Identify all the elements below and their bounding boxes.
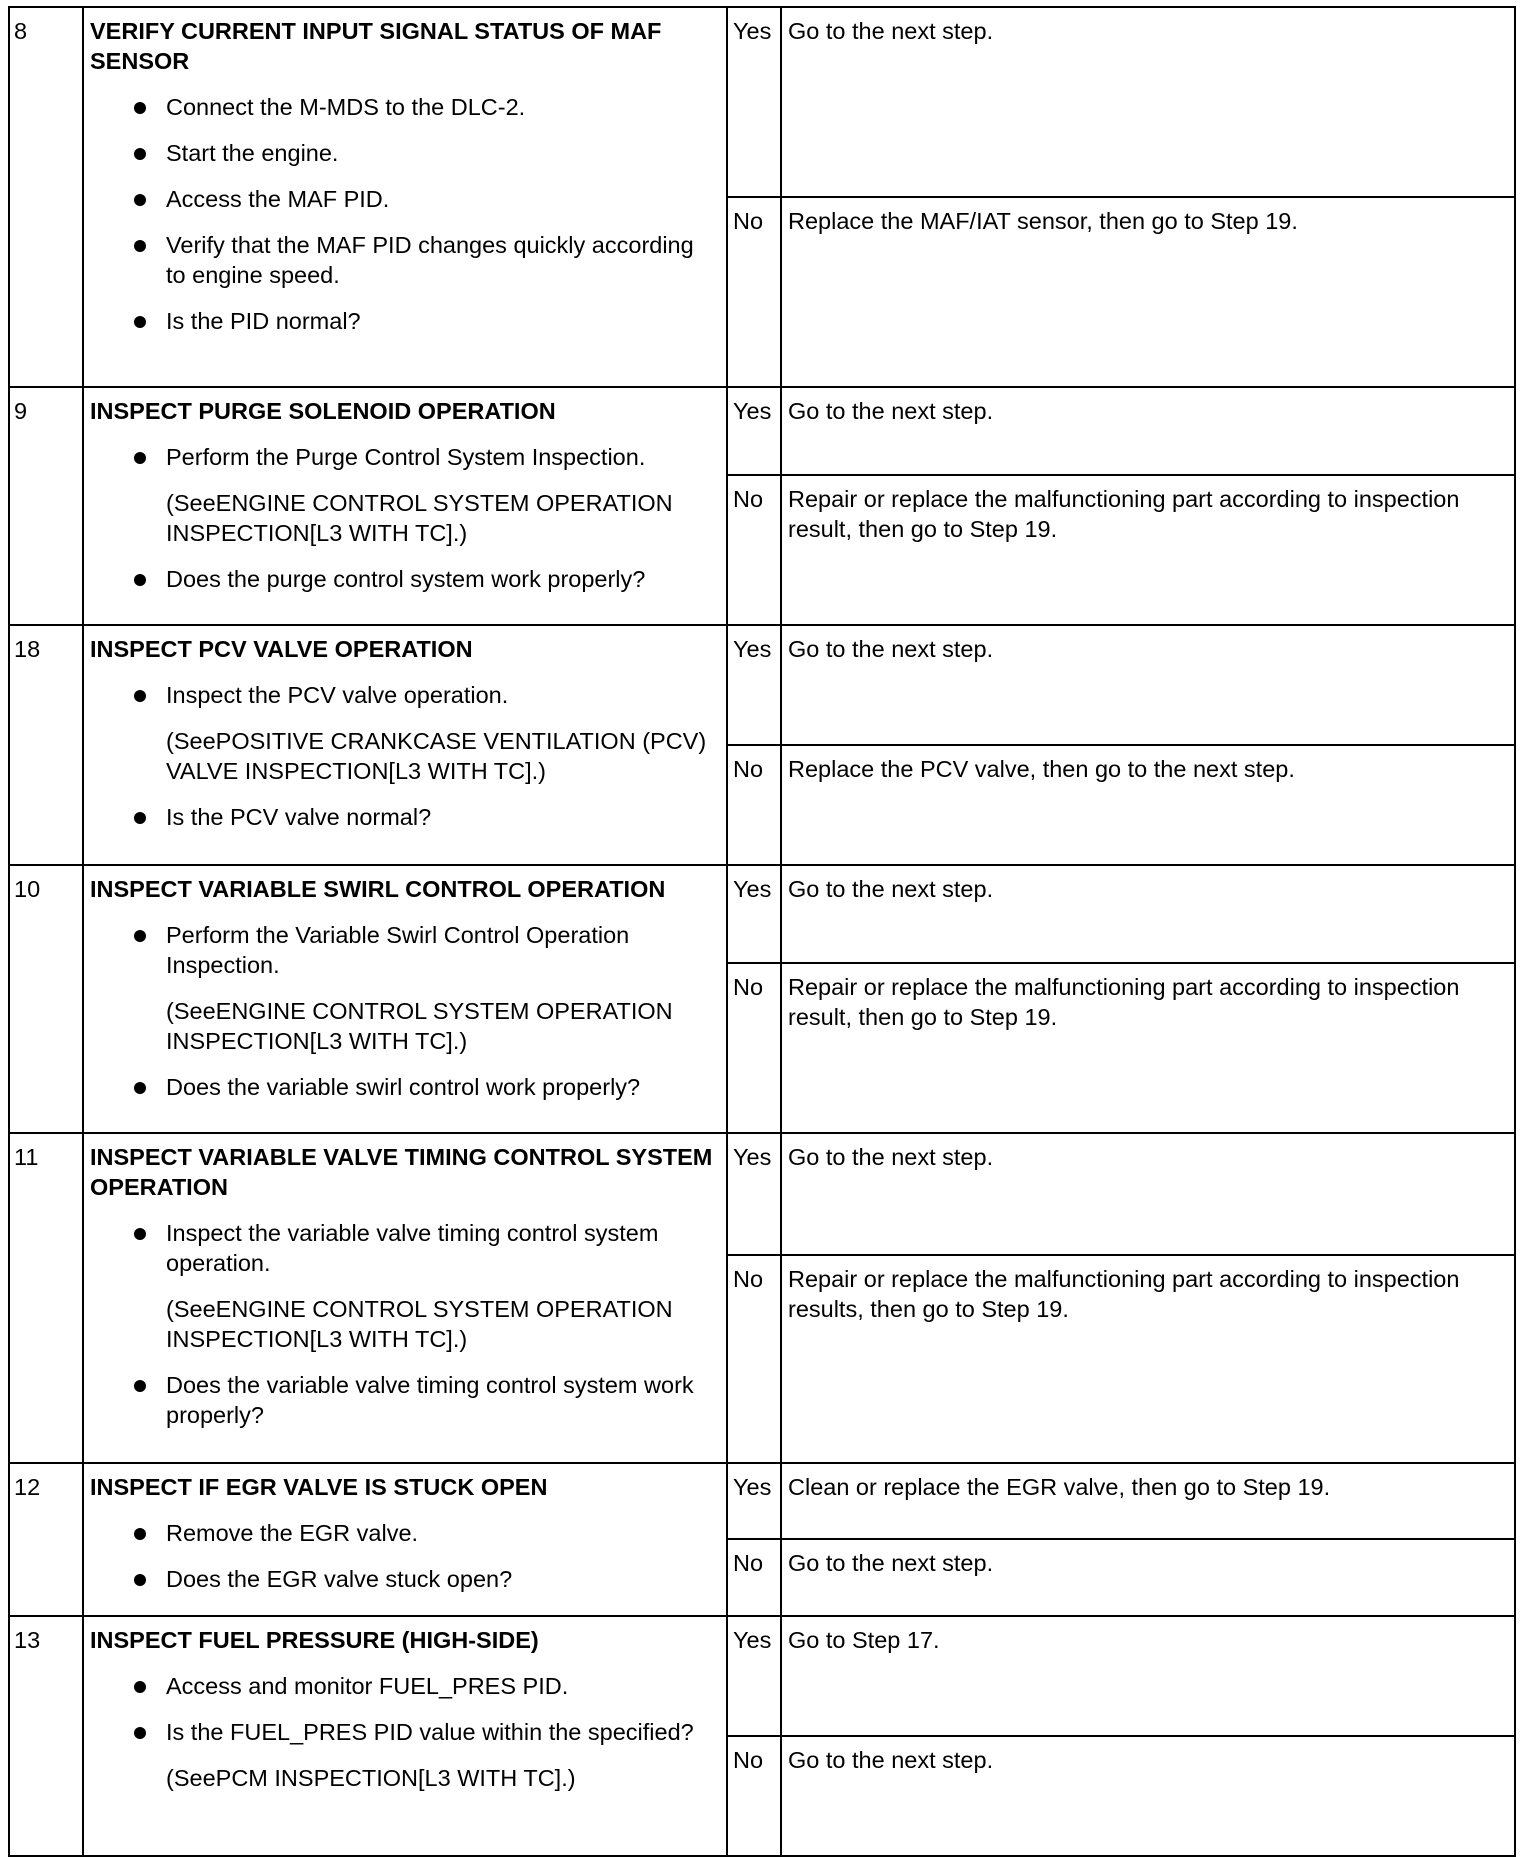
instruction-item <box>90 138 716 168</box>
step-title: INSPECT FUEL PRESSURE (HIGH-SIDE) <box>90 1627 539 1653</box>
instruction-item <box>90 230 716 290</box>
bullet-icon <box>134 1380 146 1392</box>
bullet-icon <box>134 690 146 702</box>
no-label: No <box>727 745 781 865</box>
no-label: No <box>727 475 781 625</box>
yes-action: Clean or replace the EGR valve, then go to Step 19. <box>781 1463 1515 1539</box>
bullet-icon <box>134 452 146 464</box>
step-number: 8 <box>9 7 83 387</box>
step-action-cell <box>83 387 727 625</box>
instruction-text: Connect the M-MDS to the DLC-2. <box>166 94 526 120</box>
yes-action: Go to Step 17. <box>781 1616 1515 1736</box>
step-row-12 <box>9 1463 1515 1539</box>
no-action: Replace the MAF/IAT sensor, then go to Step 19. <box>781 197 1515 387</box>
yes-action: Go to the next step. <box>781 625 1515 745</box>
step-number: 18 <box>9 625 83 865</box>
instruction-text: Is the PID normal? <box>166 308 361 334</box>
instruction-text: Does the variable valve timing control system work properly? <box>166 1372 694 1428</box>
instruction-item <box>90 1218 716 1354</box>
instruction-item <box>90 920 716 1056</box>
step-action-cell <box>83 865 727 1133</box>
reference-text: (SeeENGINE CONTROL SYSTEM OPERATION INSPECTION[L3 WITH TC].) <box>166 1296 673 1352</box>
yes-label: Yes <box>727 1463 781 1539</box>
bullet-icon <box>134 1727 146 1739</box>
yes-label: Yes <box>727 625 781 745</box>
instruction-text: Verify that the MAF PID changes quickly according to engine speed. <box>166 232 694 288</box>
instruction-item <box>90 680 716 786</box>
no-action: Repair or replace the malfunctioning part according to inspection results, then go to Step 19. <box>781 1255 1515 1463</box>
instruction-text: Is the PCV valve normal? <box>166 804 432 830</box>
instruction-item <box>90 92 716 122</box>
bullet-icon <box>134 1082 146 1094</box>
reference-text: (SeeENGINE CONTROL SYSTEM OPERATION INSPECTION[L3 WITH TC].) <box>166 998 673 1054</box>
yes-action: Go to the next step. <box>781 865 1515 963</box>
step-instructions <box>90 92 716 336</box>
reference-text: (SeePCM INSPECTION[L3 WITH TC].) <box>166 1765 576 1791</box>
step-row-8 <box>9 7 1515 197</box>
bullet-icon <box>134 240 146 252</box>
step-instructions <box>90 680 716 832</box>
instruction-item <box>90 1564 716 1594</box>
step-action-cell <box>83 1133 727 1463</box>
yes-action: Go to the next step. <box>781 7 1515 197</box>
step-action-cell <box>83 1616 727 1856</box>
yes-label: Yes <box>727 865 781 963</box>
no-action: Go to the next step. <box>781 1539 1515 1616</box>
bullet-icon <box>134 574 146 586</box>
step-instructions <box>90 1518 716 1594</box>
yes-label: Yes <box>727 1133 781 1255</box>
instruction-text: Inspect the variable valve timing control system operation. <box>166 1220 659 1276</box>
instruction-text: Does the purge control system work properly? <box>166 566 646 592</box>
no-label: No <box>727 1736 781 1856</box>
step-title: INSPECT IF EGR VALVE IS STUCK OPEN <box>90 1474 548 1500</box>
yes-action: Go to the next step. <box>781 387 1515 475</box>
instruction-text: Is the FUEL_PRES PID value within the specified? <box>166 1719 694 1745</box>
table-body <box>9 7 1515 1856</box>
no-label: No <box>727 1539 781 1616</box>
step-title: INSPECT PURGE SOLENOID OPERATION <box>90 398 556 424</box>
step-title: VERIFY CURRENT INPUT SIGNAL STATUS OF MAF SENSOR <box>90 18 662 74</box>
step-action-cell <box>83 1463 727 1616</box>
instruction-text: Remove the EGR valve. <box>166 1520 419 1546</box>
step-row-10 <box>9 865 1515 963</box>
instruction-text: Does the EGR valve stuck open? <box>166 1566 513 1592</box>
no-action: Repair or replace the malfunctioning part according to inspection result, then go to Step 19. <box>781 963 1515 1133</box>
instruction-item <box>90 442 716 548</box>
step-title: INSPECT VARIABLE VALVE TIMING CONTROL SYSTEM OPERATION <box>90 1144 713 1200</box>
yes-label: Yes <box>727 1616 781 1736</box>
instruction-text: Perform the Purge Control System Inspection. <box>166 444 646 470</box>
instruction-text: Access the MAF PID. <box>166 186 390 212</box>
step-row-11 <box>9 1133 1515 1255</box>
bullet-icon <box>134 148 146 160</box>
instruction-item <box>90 1518 716 1548</box>
step-row-13 <box>9 1616 1515 1736</box>
bullet-icon <box>134 102 146 114</box>
step-instructions <box>90 442 716 594</box>
bullet-icon <box>134 1681 146 1693</box>
instruction-text: Inspect the PCV valve operation. <box>166 682 509 708</box>
instruction-item <box>90 1072 716 1102</box>
instruction-text: Access and monitor FUEL_PRES PID. <box>166 1673 569 1699</box>
diagnostic-procedure-table <box>8 6 1516 1857</box>
step-row-18 <box>9 625 1515 745</box>
no-action: Go to the next step. <box>781 1736 1515 1856</box>
instruction-item <box>90 1370 716 1430</box>
reference-text: (SeeENGINE CONTROL SYSTEM OPERATION INSPECTION[L3 WITH TC].) <box>166 490 673 546</box>
step-instructions <box>90 920 716 1102</box>
bullet-icon <box>134 1528 146 1540</box>
step-number: 12 <box>9 1463 83 1616</box>
instruction-item <box>90 1717 716 1793</box>
step-action-cell <box>83 7 727 387</box>
bullet-icon <box>134 1574 146 1586</box>
instruction-text: Does the variable swirl control work properly? <box>166 1074 641 1100</box>
step-instructions <box>90 1671 716 1793</box>
yes-label: Yes <box>727 387 781 475</box>
instruction-item <box>90 306 716 336</box>
step-number: 10 <box>9 865 83 1133</box>
instruction-item <box>90 1671 716 1701</box>
bullet-icon <box>134 812 146 824</box>
no-action: Replace the PCV valve, then go to the next step. <box>781 745 1515 865</box>
step-title: INSPECT PCV VALVE OPERATION <box>90 636 473 662</box>
no-label: No <box>727 197 781 387</box>
step-action-cell <box>83 625 727 865</box>
instruction-item <box>90 802 716 832</box>
instruction-text: Perform the Variable Swirl Control Operation Inspection. <box>166 922 630 978</box>
step-instructions <box>90 1218 716 1430</box>
step-number: 13 <box>9 1616 83 1856</box>
yes-action: Go to the next step. <box>781 1133 1515 1255</box>
bullet-icon <box>134 194 146 206</box>
instruction-text: Start the engine. <box>166 140 339 166</box>
step-number: 9 <box>9 387 83 625</box>
yes-label: Yes <box>727 7 781 197</box>
step-row-9 <box>9 387 1515 475</box>
no-action: Repair or replace the malfunctioning part according to inspection result, then go to Step 19. <box>781 475 1515 625</box>
bullet-icon <box>134 930 146 942</box>
bullet-icon <box>134 1228 146 1240</box>
step-number: 11 <box>9 1133 83 1463</box>
no-label: No <box>727 963 781 1133</box>
reference-text: (SeePOSITIVE CRANKCASE VENTILATION (PCV) VALVE INSPECTION[L3 WITH TC].) <box>166 728 707 784</box>
instruction-item <box>90 564 716 594</box>
step-title: INSPECT VARIABLE SWIRL CONTROL OPERATION <box>90 876 666 902</box>
no-label: No <box>727 1255 781 1463</box>
bullet-icon <box>134 316 146 328</box>
instruction-item <box>90 184 716 214</box>
